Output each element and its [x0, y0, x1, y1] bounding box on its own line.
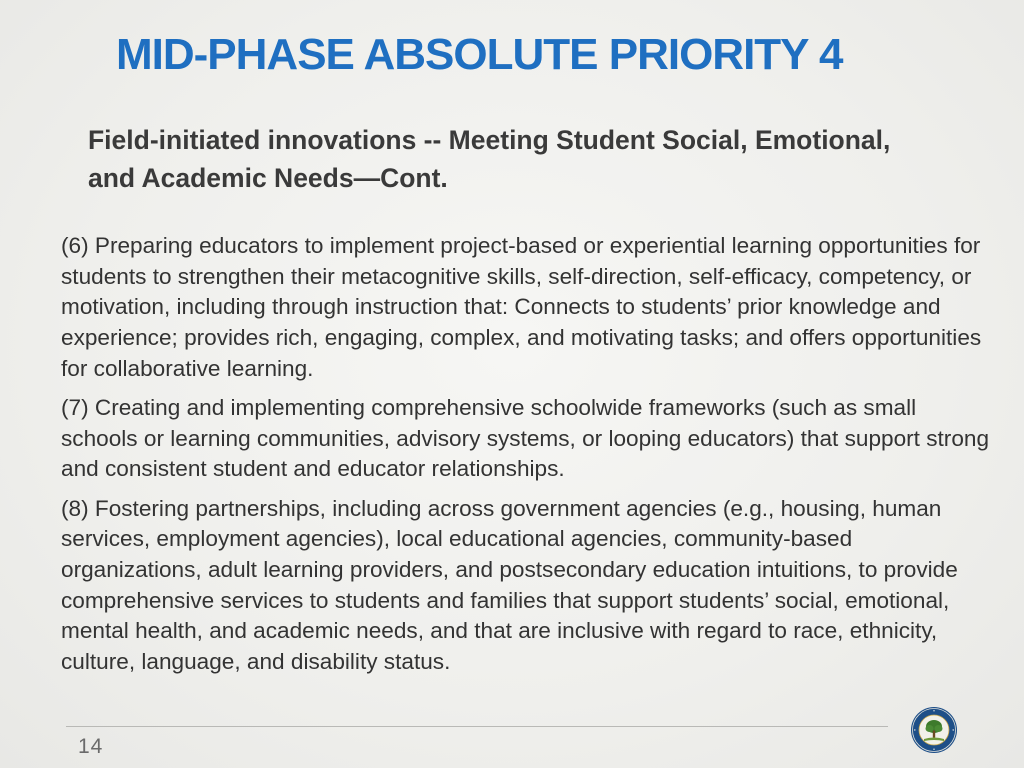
priority-item-7: (7) Creating and implementing comprehensive schoolwide frameworks (such as small schools or learning communities, advisory systems, or looping educators) that support strong and consistent student and educator relationships. — [61, 395, 990, 482]
slide-subtitle: Field-initiated innovations -- Meeting Student Social, Emotional, and Academic Needs—Cont. — [88, 125, 891, 193]
footer-divider — [66, 726, 888, 727]
department-of-education-seal-icon — [910, 706, 958, 754]
priority-item-6: (6) Preparing educators to implement project-based or experiential learning opportunities for students to strengthen their metacognitive skills, self-direction, self-efficacy, competency, or motivation, including through instruction that: Connects to students’ prior knowledge and experience; provides rich, engaging, complex, and motivating tasks; and offers opportunities for collaborative learning. — [61, 233, 982, 381]
priority-item-8: (8) Fostering partnerships, including across government agencies (e.g., housing, human services, employment agencies), local educational agencies, community-based organizations, adult learning providers, and postsecondary education intuitions, to provide comprehensive services to students and families that support students’ social, emotional, mental health, and academic needs, and that are inclusive with regard to race, ethnicity, culture, language, and disability status. — [61, 495, 958, 675]
slide-title: MID-PHASE ABSOLUTE PRIORITY 4 — [116, 30, 843, 79]
page-number: 14 — [78, 735, 104, 758]
slide-body — [61, 231, 991, 686]
